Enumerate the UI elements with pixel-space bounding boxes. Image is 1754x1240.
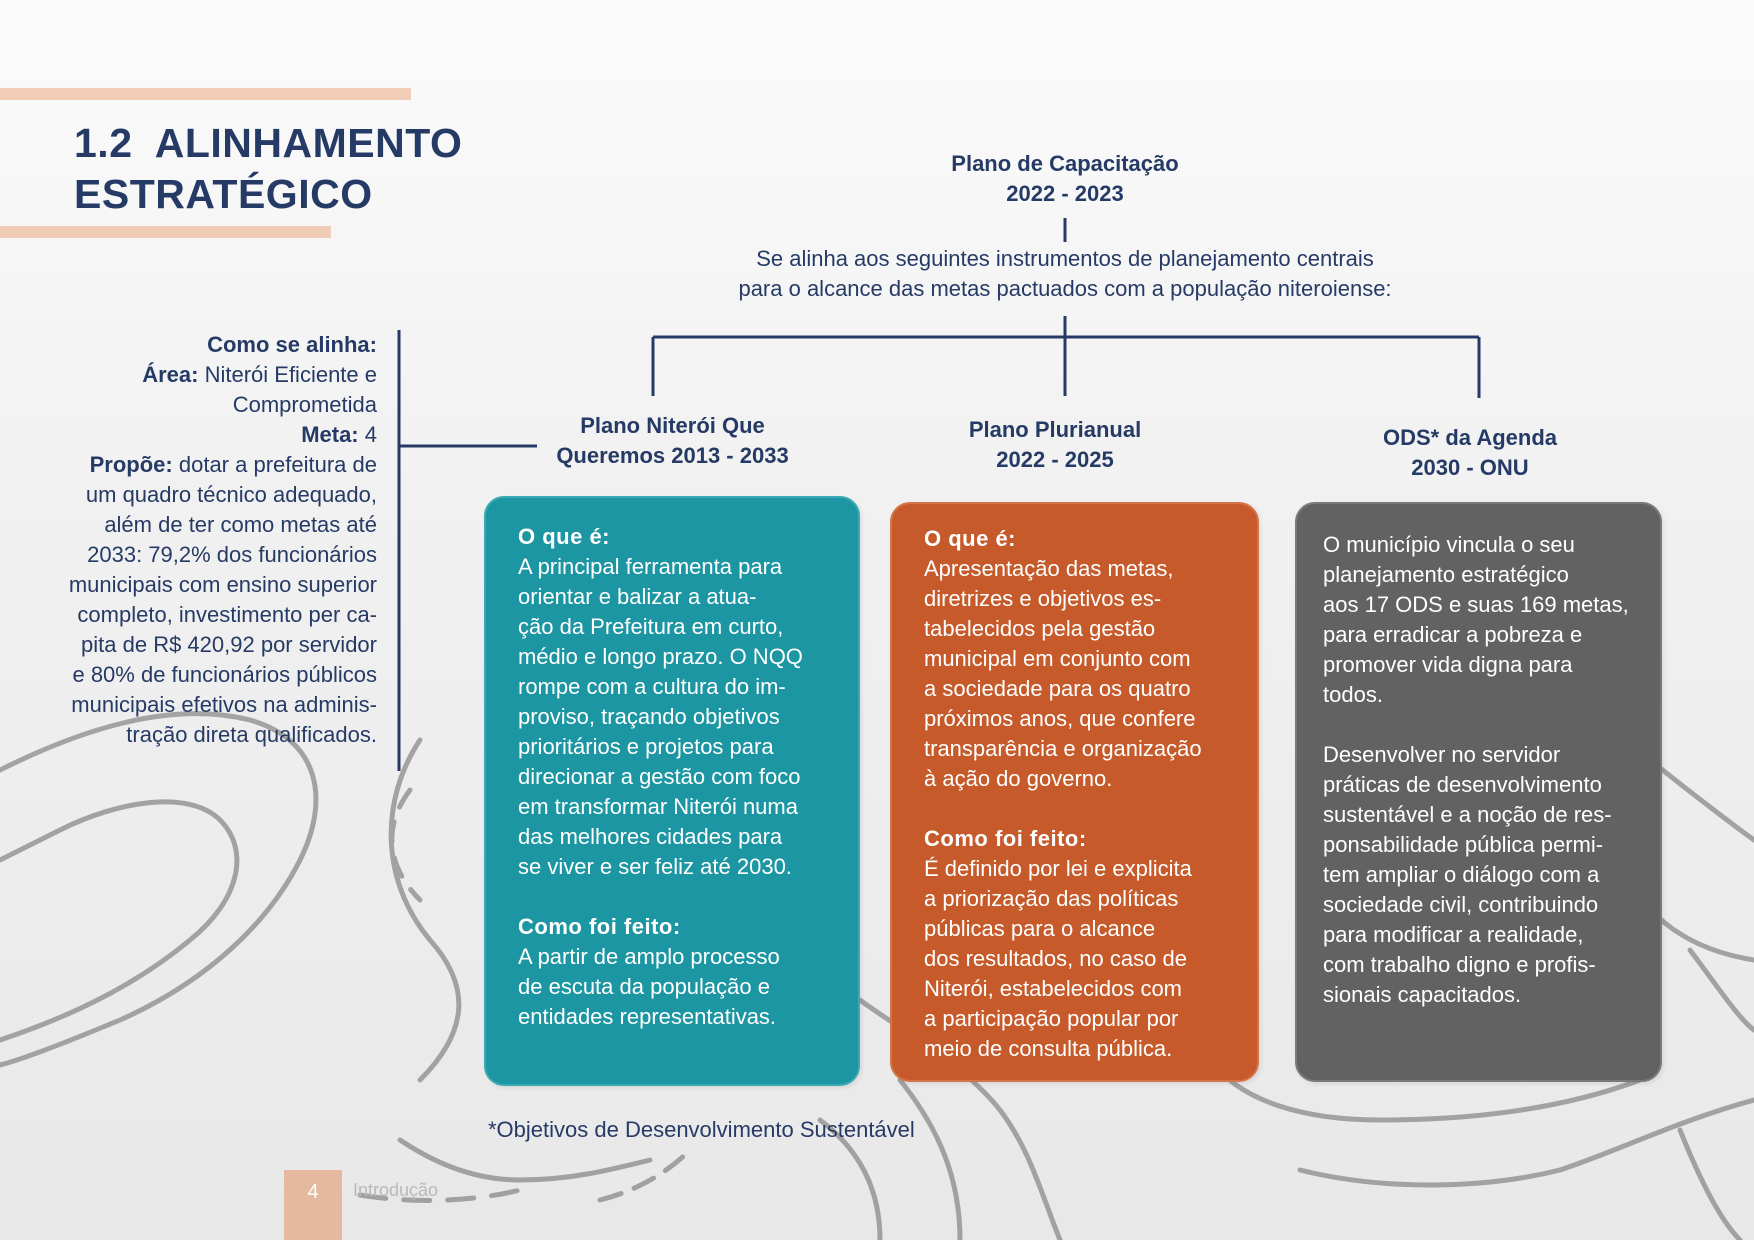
card-line: rompe com a cultura do im- <box>518 674 786 699</box>
card-line: com trabalho digno e profis- <box>1323 952 1596 977</box>
card-what-heading: O que é: <box>518 524 611 549</box>
branch-title-line1: Plano Plurianual <box>968 417 1142 442</box>
page-number: 4 <box>284 1170 342 1240</box>
card-line: à ação do governo. <box>924 766 1113 791</box>
card-line: orientar e balizar a atua- <box>518 584 757 609</box>
propoe-line: dotar a prefeitura de <box>172 452 377 477</box>
card-line: Desenvolver no servidor <box>1323 742 1561 767</box>
branch-title-line2: 2022 - 2025 <box>996 447 1114 472</box>
propoe-line: completo, investimento per ca- <box>77 602 377 627</box>
root-subtitle <box>640 244 1490 304</box>
propoe-line: e 80% de funcionários públicos <box>72 662 377 687</box>
card-line: aos 17 ODS e suas 169 metas, <box>1323 592 1629 617</box>
footnote: *Objetivos de Desenvolvimento Sustentável <box>488 1117 915 1142</box>
propoe-line: municipais efetivos na adminis- <box>71 692 377 717</box>
card-line: proviso, traçando objetivos <box>518 704 780 729</box>
card-ods <box>1295 502 1662 1082</box>
propoe-line: um quadro técnico adequado, <box>85 482 377 507</box>
card-line: dos resultados, no caso de <box>924 946 1187 971</box>
propoe-line: 2033: 79,2% dos funcionários <box>87 542 377 567</box>
card-line: tem ampliar o diálogo com a <box>1323 862 1600 887</box>
branch-title-nqq <box>520 411 825 471</box>
area-value-line2: Comprometida <box>232 392 377 417</box>
card-line: se viver e ser feliz até 2030. <box>518 854 792 879</box>
card-line: ponsabilidade pública permi- <box>1323 832 1604 857</box>
card-line: de escuta da população e <box>518 974 770 999</box>
card-ppa <box>890 502 1259 1082</box>
card-line: sociedade civil, contribuindo <box>1323 892 1599 917</box>
card-line: em transformar Niterói numa <box>518 794 798 819</box>
branch-title-line1: ODS* da Agenda <box>1383 425 1557 450</box>
branch-title-line1: Plano Niterói Que <box>580 413 765 438</box>
propoe-line: além de ter como metas até <box>104 512 377 537</box>
root-subtitle-line2: para o alcance das metas pactuados com a população niteroiense: <box>738 276 1392 301</box>
propoe-line: pita de R$ 420,92 por servidor <box>81 632 377 657</box>
card-line: promover vida digna para <box>1323 652 1573 677</box>
card-line: práticas de desenvolvimento <box>1323 772 1602 797</box>
card-line: municipal em conjunto com <box>924 646 1191 671</box>
card-line: das melhores cidades para <box>518 824 783 849</box>
section-title-line1: ALINHAMENTO <box>154 120 463 166</box>
card-line: Niterói, estabelecidos com <box>924 976 1183 1001</box>
propoe-label: Propõe: <box>89 452 173 477</box>
card-line: sionais capacitados. <box>1323 982 1522 1007</box>
card-line: É definido por lei e explicita <box>924 856 1192 881</box>
section-title-line2: ESTRATÉGICO <box>74 171 373 217</box>
card-line: planejamento estratégico <box>1323 562 1569 587</box>
card-what-heading: O que é: <box>924 526 1017 551</box>
card-line: meio de consulta pública. <box>924 1036 1173 1061</box>
card-line: públicas para o alcance <box>924 916 1156 941</box>
root-title <box>880 149 1250 209</box>
card-line: todos. <box>1323 682 1383 707</box>
card-how-heading: Como foi feito: <box>518 914 681 939</box>
card-line: prioritários e projetos para <box>518 734 774 759</box>
card-line: para modificar a realidade, <box>1323 922 1584 947</box>
card-line: tabelecidos pela gestão <box>924 616 1156 641</box>
card-line: a priorização das políticas <box>924 886 1179 911</box>
area-value-line1: Niterói Eficiente e <box>198 362 377 387</box>
card-line: a participação popular por <box>924 1006 1179 1031</box>
root-title-line1: Plano de Capacitação <box>951 151 1179 176</box>
root-subtitle-line1: Se alinha aos seguintes instrumentos de planejamento centrais <box>756 246 1374 271</box>
propoe-line: municipais com ensino superior <box>68 572 377 597</box>
alignment-details <box>17 330 377 750</box>
card-line: direcionar a gestão com foco <box>518 764 801 789</box>
card-line: transparência e organização <box>924 736 1202 761</box>
card-line: entidades representativas. <box>518 1004 777 1029</box>
branch-title-ppa <box>900 415 1210 475</box>
card-line: diretrizes e objetivos es- <box>924 586 1162 611</box>
card-line: ção da Prefeitura em curto, <box>518 614 784 639</box>
card-how-heading: Como foi feito: <box>924 826 1087 851</box>
branch-title-line2: Queremos 2013 - 2033 <box>556 443 789 468</box>
meta-value: 4 <box>358 422 377 447</box>
card-line: O município vincula o seu <box>1323 532 1575 557</box>
card-line: Apresentação das metas, <box>924 556 1174 581</box>
branch-title-ods <box>1320 423 1620 483</box>
card-line: A principal ferramenta para <box>518 554 783 579</box>
section-number: 1.2 <box>74 120 133 166</box>
meta-label: Meta: <box>301 422 359 447</box>
alignment-heading: Como se alinha: <box>207 332 377 357</box>
card-line: médio e longo prazo. O NQQ <box>518 644 803 669</box>
card-line: para erradicar a pobreza e <box>1323 622 1583 647</box>
card-line: próximos anos, que confere <box>924 706 1196 731</box>
area-label: Área: <box>142 362 199 387</box>
card-line: sustentável e a noção de res- <box>1323 802 1612 827</box>
card-line: A partir de amplo processo <box>518 944 780 969</box>
card-nqq <box>484 496 860 1086</box>
root-title-line2: 2022 - 2023 <box>1006 181 1124 206</box>
footer-section-label: Introdução <box>353 1180 439 1200</box>
card-line: a sociedade para os quatro <box>924 676 1191 701</box>
branch-title-line2: 2030 - ONU <box>1411 455 1529 480</box>
propoe-line: tração direta qualificados. <box>126 722 377 747</box>
